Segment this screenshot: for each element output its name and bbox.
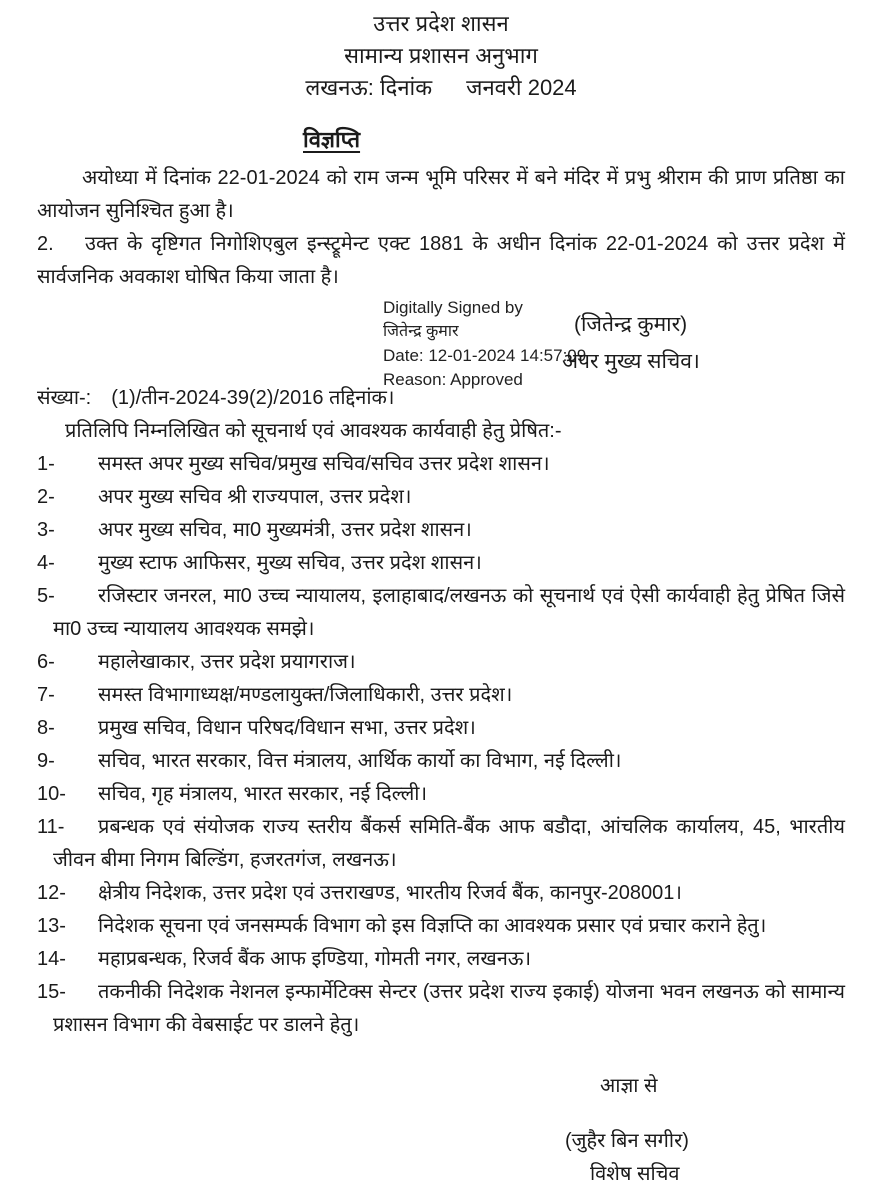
signer-name: (जितेन्द्र कुमार) [574, 313, 688, 336]
list-item-text: रजिस्टार जनरल, मा0 उच्च न्यायालय, इलाहाबाद/लखनऊ को सूचनार्थ एवं ऐसी कार्यवाही हेतु प्रेषित जिसे मा0 उच्च न्यायालय आवश्यक समझे। [53, 585, 845, 640]
list-item-text: सचिव, गृह मंत्रालय, भारत सरकार, नई दिल्ली। [98, 783, 428, 805]
date-value: जनवरी 2024 [466, 75, 577, 100]
list-item [37, 712, 845, 745]
para-second-number: 2. [37, 233, 54, 255]
list-item [37, 547, 845, 580]
signature-line-reason: Reason: Approved [383, 370, 523, 389]
para-second-text: उक्त के दृष्टिगत निगोशिएबुल इन्स्ट्रूमेन्ट एक्ट 1881 के अधीन दिनांक 22-01-2024 को उत्तर प्रदेश में सार्वजनिक अवकाश घोषित किया जाता है। [37, 233, 845, 288]
issuer-designation: विशेष सचिव [590, 1163, 680, 1185]
notice-title: विज्ञप्ति [303, 127, 361, 152]
para-opening: अयोध्या में दिनांक 22-01-2024 को राम जन्म भूमि परिसर में बने मंदिर में प्रभु श्रीराम की प्राण प्रतिष्ठा का आयोजन सुनिश्चित हुआ है। [37, 167, 845, 222]
list-item-text: अपर मुख्य सचिव, मा0 मुख्यमंत्री, उत्तर प्रदेश शासन। [98, 519, 472, 541]
list-item [37, 943, 845, 976]
distribution-list [37, 448, 845, 1042]
para-second [37, 228, 845, 294]
list-item-text: अपर मुख्य सचिव श्री राज्यपाल, उत्तर प्रदेश। [98, 486, 412, 508]
list-item-text: सचिव, भारत सरकार, वित्त मंत्रालय, आर्थिक कार्यो का विभाग, नई दिल्ली। [98, 750, 622, 772]
signature-line-signedby: Digitally Signed by [383, 298, 523, 317]
copy-distribution-line: प्रतिलिपि निम्नलिखित को सूचनार्थ एवं आवश्यक कार्यवाही हेतु प्रेषित:- [65, 420, 562, 442]
digital-signature-block [383, 296, 586, 392]
list-item-number: 7- [37, 684, 55, 706]
list-item [37, 910, 845, 943]
list-item [37, 778, 845, 811]
list-item [37, 745, 845, 778]
list-item [37, 448, 845, 481]
list-item [37, 877, 845, 910]
list-item-number: 8- [37, 717, 55, 739]
signer-block [562, 306, 700, 380]
list-item-number: 3- [37, 519, 55, 541]
notice-title-row [37, 124, 845, 154]
list-item-number: 5- [37, 585, 55, 607]
list-item-text: क्षेत्रीय निदेशक, उत्तर प्रदेश एवं उत्तराखण्ड, भारतीय रिजर्व बैंक, कानपुर-208001। [98, 882, 682, 904]
list-item-text: निदेशक सूचना एवं जनसम्पर्क विभाग को इस विज्ञप्ति का आवश्यक प्रसार एवं प्रचार कराने हेतु। [98, 915, 767, 937]
list-item [37, 679, 845, 712]
signature-line-name: जितेन्द्र कुमार [383, 323, 459, 340]
list-item-text: समस्त विभागाध्यक्ष/मण्डलायुक्त/जिलाधिकारी, उत्तर प्रदेश। [98, 684, 513, 706]
list-item [37, 646, 845, 679]
list-item-text: समस्त अपर मुख्य सचिव/प्रमुख सचिव/सचिव उत्तर प्रदेश शासन। [98, 453, 550, 475]
list-item-number: 6- [37, 651, 55, 673]
reference-label: संख्या-: [37, 387, 92, 409]
list-item [37, 580, 845, 646]
list-item-number: 1- [37, 453, 55, 475]
list-item [37, 811, 845, 877]
list-item-number: 4- [37, 552, 55, 574]
list-item-number: 9- [37, 750, 55, 772]
list-item-text: मुख्य स्टाफ आफिसर, मुख्य सचिव, उत्तर प्रदेश शासन। [98, 552, 482, 574]
list-item-number: 11- [37, 816, 65, 838]
header-place-date-line [37, 72, 845, 104]
list-item [37, 481, 845, 514]
closing-by-order: आज्ञा से [600, 1075, 658, 1097]
reference-value: (1)/तीन-2024-39(2)/2016 तद्दिनांक। [111, 387, 395, 409]
header-government-line: उत्तर प्रदेश शासन [373, 11, 509, 36]
list-item [37, 976, 845, 1042]
list-item-number: 12- [37, 882, 66, 904]
list-item-text: प्रमुख सचिव, विधान परिषद/विधान सभा, उत्तर प्रदेश। [98, 717, 476, 739]
signature-line-date: Date: 12-01-2024 14:57:09 [383, 346, 587, 365]
list-item-number: 14- [37, 948, 66, 970]
list-item-text: प्रबन्धक एवं संयोजक राज्य स्तरीय बैंकर्स समिति-बैंक आफ बडौदा, आंचलिक कार्यालय, 45, भारतीय जीवन बीमा निगम बिल्डिंग, हजरतगंज, लखनऊ। [53, 816, 845, 871]
list-item-text: महाप्रबन्धक, रिजर्व बैंक आफ इण्डिया, गोमती नगर, लखनऊ। [98, 948, 532, 970]
list-item-number: 13- [37, 915, 66, 937]
list-item-number: 10- [37, 783, 66, 805]
list-item-number: 15- [37, 981, 66, 1003]
list-item-text: तकनीकी निदेशक नेशनल इन्फार्मेटिक्स सेन्टर (उत्तर प्रदेश राज्य इकाई) योजना भवन लखनऊ को सामान्य प्रशासन विभाग की वेबसाईट पर डालने हेतु। [53, 981, 845, 1036]
list-item-number: 2- [37, 486, 55, 508]
list-item [37, 514, 845, 547]
signer-designation: अपर मुख्य सचिव। [562, 350, 700, 373]
list-item-text: महालेखाकार, उत्तर प्रदेश प्रयागराज। [98, 651, 356, 673]
issuer-name: (जुहैर बिन सगीर) [565, 1130, 689, 1152]
place-date-label: लखनऊ: दिनांक [305, 75, 433, 100]
header-department-line: सामान्य प्रशासन अनुभाग [344, 43, 538, 68]
